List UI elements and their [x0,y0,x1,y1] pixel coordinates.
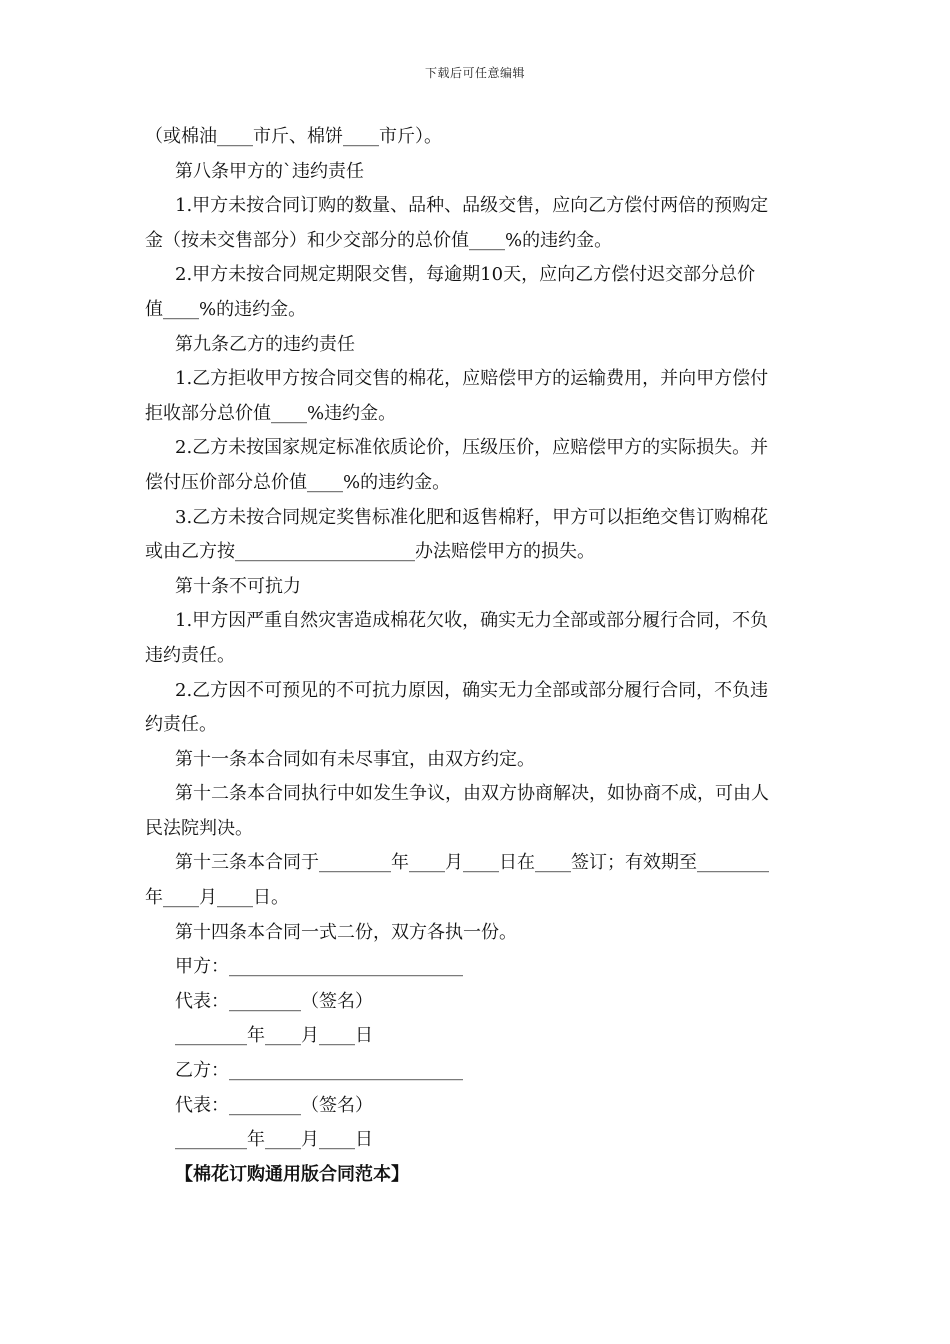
section-heading: 第十二条本合同执行中如发生争议，由双方协商解决，如协商不成，可由人 [175,783,769,805]
text-line: 3.乙方未按合同规定奖售标准化肥和返售棉籽，甲方可以拒绝交售订购棉花 [175,506,769,528]
section-heading: 第八条甲方的`违约责任 [175,160,364,182]
text-line: 违约责任。 [145,644,235,666]
text-line: 拒收部分总价值____%违约金。 [145,402,397,424]
text-line: 民法院判决。 [145,817,253,839]
section-heading: 第十一条本合同如有未尽事宜，由双方约定。 [175,748,535,770]
document-title-footer: 【棉花订购通用版合同范本】 [175,1163,409,1185]
text-line: 2.乙方未按国家规定标准依质论价，压级压价，应赔偿甲方的实际损失。并 [175,437,769,459]
section-heading: 第十三条本合同于________年____月____日在____签订；有效期至________ [175,852,769,874]
text-line: 偿付压价部分总价值____%的违约金。 [145,471,451,493]
contract-body [145,120,810,1192]
party-a-representative: 代表：________（签名） [175,990,373,1012]
text-line: 值____%的违约金。 [145,298,307,320]
text-line: 1.甲方未按合同订购的数量、品种、品级交售，应向乙方偿付两倍的预购定 [175,195,769,217]
text-line: 1.乙方拒收甲方按合同交售的棉花，应赔偿甲方的运输费用，并向甲方偿付 [175,368,769,390]
party-b-line: 乙方：__________________________ [175,1060,463,1082]
section-heading: 第十四条本合同一式二份，双方各执一份。 [175,921,517,943]
page-header: 下载后可任意编辑 [424,66,525,80]
party-a-line: 甲方：__________________________ [175,956,463,978]
text-line: （或棉油____市斤、棉饼____市斤）。 [145,126,442,147]
text-line: 2.甲方未按合同规定期限交售，每逾期10天，应向乙方偿付迟交部分总价 [175,264,756,286]
section-heading: 第九条乙方的违约责任 [175,333,355,355]
text-line: 或由乙方按____________________办法赔偿甲方的损失。 [145,541,595,563]
text-line: 约责任。 [145,714,217,736]
text-line: 年____月____日。 [145,887,289,909]
party-a-date: ________年____月____日 [175,1025,373,1047]
text-line: 1.甲方因严重自然灾害造成棉花欠收，确实无力全部或部分履行合同，不负 [175,610,769,632]
text-line: 2.乙方因不可预见的不可抗力原因，确实无力全部或部分履行合同，不负违 [175,679,769,701]
section-heading: 第十条不可抗力 [175,575,301,597]
party-b-representative: 代表：________（签名） [175,1094,373,1116]
text-line: 金（按未交售部分）和少交部分的总价值____%的违约金。 [145,229,613,251]
party-b-date: ________年____月____日 [175,1129,373,1151]
